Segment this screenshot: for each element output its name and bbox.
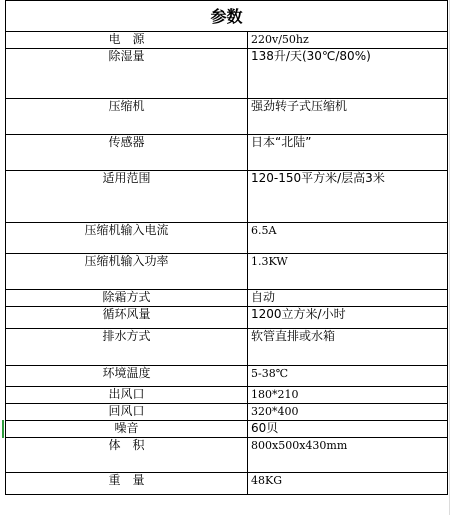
spec-value[interactable]: 220v/50hz xyxy=(248,32,448,49)
spec-value[interactable]: 日本“北陆” xyxy=(248,135,448,171)
spec-label[interactable]: 回风口 xyxy=(6,404,248,421)
spec-value[interactable]: 120-150平方米/层高3米 xyxy=(248,171,448,223)
spec-value[interactable]: 800x500x430mm xyxy=(248,438,448,473)
spec-value[interactable]: 320*400 xyxy=(248,404,448,421)
spec-value[interactable]: 1200立方米/小时 xyxy=(248,307,448,329)
spec-label[interactable]: 出风口 xyxy=(6,387,248,404)
spec-value[interactable]: 6.5A xyxy=(248,223,448,254)
spec-label[interactable]: 适用范围 xyxy=(6,171,248,223)
spec-value[interactable]: 180*210 xyxy=(248,387,448,404)
spec-label[interactable]: 除湿量 xyxy=(6,49,248,99)
spec-label[interactable]: 排水方式 xyxy=(6,329,248,366)
spec-value[interactable]: 软管直排或水箱 xyxy=(248,329,448,366)
spec-label[interactable]: 除霜方式 xyxy=(6,290,248,307)
spec-label[interactable]: 噪音 xyxy=(6,421,248,438)
spec-value[interactable]: 138升/天(30℃/80%) xyxy=(248,49,448,99)
spec-value[interactable]: 1.3KW xyxy=(248,254,448,290)
spec-label[interactable]: 循环风量 xyxy=(6,307,248,329)
spec-value[interactable]: 48KG xyxy=(248,473,448,495)
spec-label[interactable]: 压缩机输入功率 xyxy=(6,254,248,290)
grid-line xyxy=(449,0,450,515)
spec-label[interactable]: 环境温度 xyxy=(6,366,248,387)
spec-label[interactable]: 电 源 xyxy=(6,32,248,49)
table-title[interactable]: 参数 xyxy=(6,1,448,32)
spec-value[interactable]: 自动 xyxy=(248,290,448,307)
spec-label[interactable]: 压缩机 xyxy=(6,99,248,135)
spec-label[interactable]: 重 量 xyxy=(6,473,248,495)
spec-value[interactable]: 5-38℃ xyxy=(248,366,448,387)
spec-value[interactable]: 强劲转子式压缩机 xyxy=(248,99,448,135)
spec-label[interactable]: 体 积 xyxy=(6,438,248,473)
spec-label[interactable]: 传感器 xyxy=(6,135,248,171)
spec-value[interactable]: 60贝 xyxy=(248,421,448,438)
row-selection-marker xyxy=(2,420,4,438)
spec-table xyxy=(5,0,448,495)
spec-label[interactable]: 压缩机输入电流 xyxy=(6,223,248,254)
